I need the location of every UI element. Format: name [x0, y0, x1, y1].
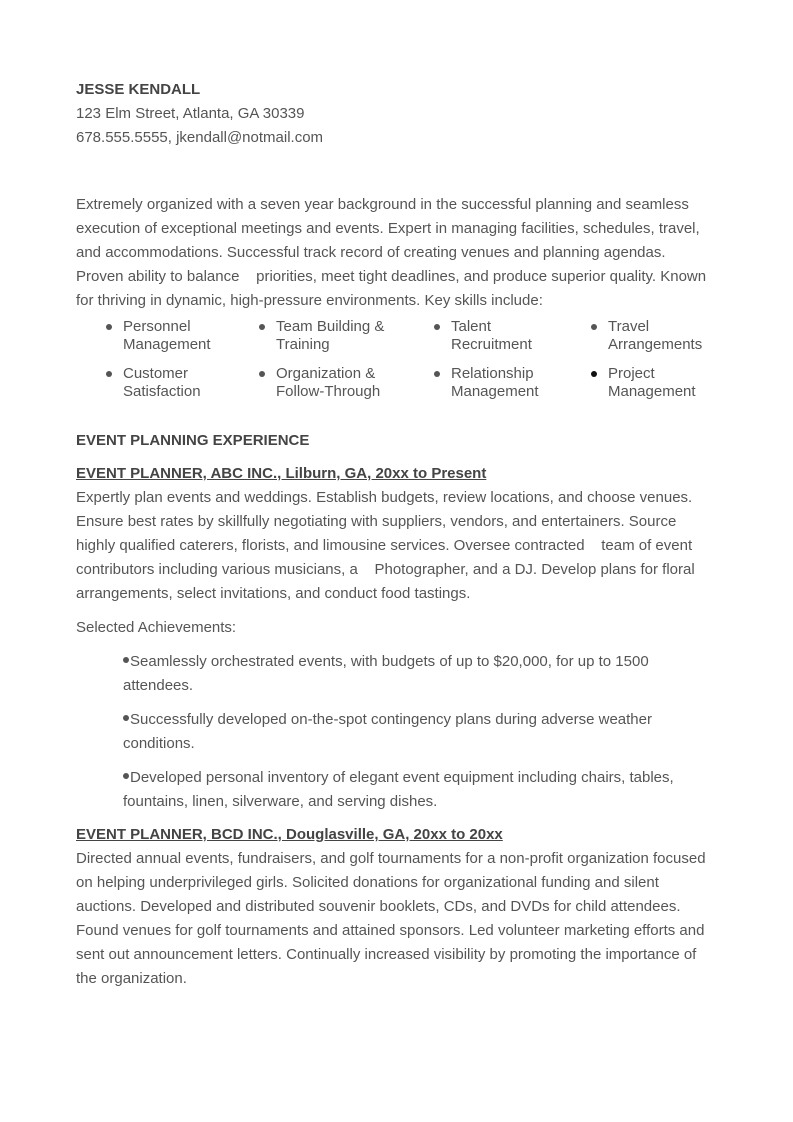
skill-item: Organization & Follow-Through: [259, 365, 434, 401]
job-title: EVENT PLANNER, ABC INC., Lilburn, GA, 20xx to Present: [76, 465, 487, 482]
skill-item: Personnel Management: [106, 318, 259, 354]
job-description: Directed annual events, fundraisers, and golf tournaments for a non-profit organization focused on helping underprivileged girls. Solicited donations for organizational funding and silent auctions. Developed and distributed souvenir booklets, CDs, and DVDs for child attendees. Found venues for golf tournaments and attained sponsors. Led volunteer marketing efforts and sent out announcement letters. Continually increased visibility by promoting the importance of the organization.: [76, 850, 706, 987]
skill-item: Travel Arrangements: [591, 318, 741, 354]
skills-grid: [106, 318, 716, 401]
achievement-item: Seamlessly orchestrated events, with budgets of up to $20,000, for up to 1500 attendees.: [123, 653, 649, 694]
bullet-icon: [591, 324, 597, 330]
candidate-name: JESSE KENDALL: [76, 81, 201, 98]
skill-item: Customer Satisfaction: [106, 365, 259, 401]
achievements-label: Selected Achievements:: [76, 619, 237, 636]
summary-paragraph: Extremely organized with a seven year background in the successful planning and seamless execution of exceptional meetings and events. Expert in managing facilities, schedules, travel, and accommodations. Successful track record of creating venues and planning agendas. Proven ability to balance priorities, meet tight deadlines, and produce superior quality. Known for thriving in dynamic, high-pressure environments. Key skills include:: [76, 196, 711, 309]
job-title: EVENT PLANNER, BCD INC., Douglasville, GA, 20xx to 20xx: [76, 826, 503, 843]
job-description: Expertly plan events and weddings. Establish budgets, review locations, and choose venues. Ensure best rates by skillfully negotiating with suppliers, vendors, and entertainers. Source highly qualified caterers, florists, and limousine services. Oversee contracted team of event contributors including various musicians, a Photographer, and a DJ. Develop plans for floral arrangements, select invitations, and conduct food tastings.: [76, 489, 699, 602]
bullet-icon: [106, 371, 112, 377]
address-line: 123 Elm Street, Atlanta, GA 30339: [76, 105, 305, 122]
contact-line: 678.555.5555, jkendall@notmail.com: [76, 129, 324, 146]
bullet-icon: [106, 324, 112, 330]
resume-page: [76, 78, 716, 991]
achievement-item: Successfully developed on-the-spot contingency plans during adverse weather conditions.: [123, 711, 652, 752]
skill-item: Team Building & Training: [259, 318, 434, 354]
bullet-icon: [123, 657, 129, 663]
bullet-icon: [259, 371, 265, 377]
skill-item: Relationship Management: [434, 365, 591, 401]
section-title-experience: EVENT PLANNING EXPERIENCE: [76, 432, 310, 449]
achievement-item: Developed personal inventory of elegant event equipment including chairs, tables, fountains, linen, silverware, and serving dishes.: [123, 769, 674, 810]
bullet-icon: [434, 324, 440, 330]
bullet-icon: [434, 371, 440, 377]
bullet-icon: [259, 324, 265, 330]
skill-item: Project Management: [591, 365, 741, 401]
bullet-icon: [591, 371, 597, 377]
skill-item: Talent Recruitment: [434, 318, 591, 354]
bullet-icon: [123, 715, 129, 721]
bullet-icon: [123, 773, 129, 779]
